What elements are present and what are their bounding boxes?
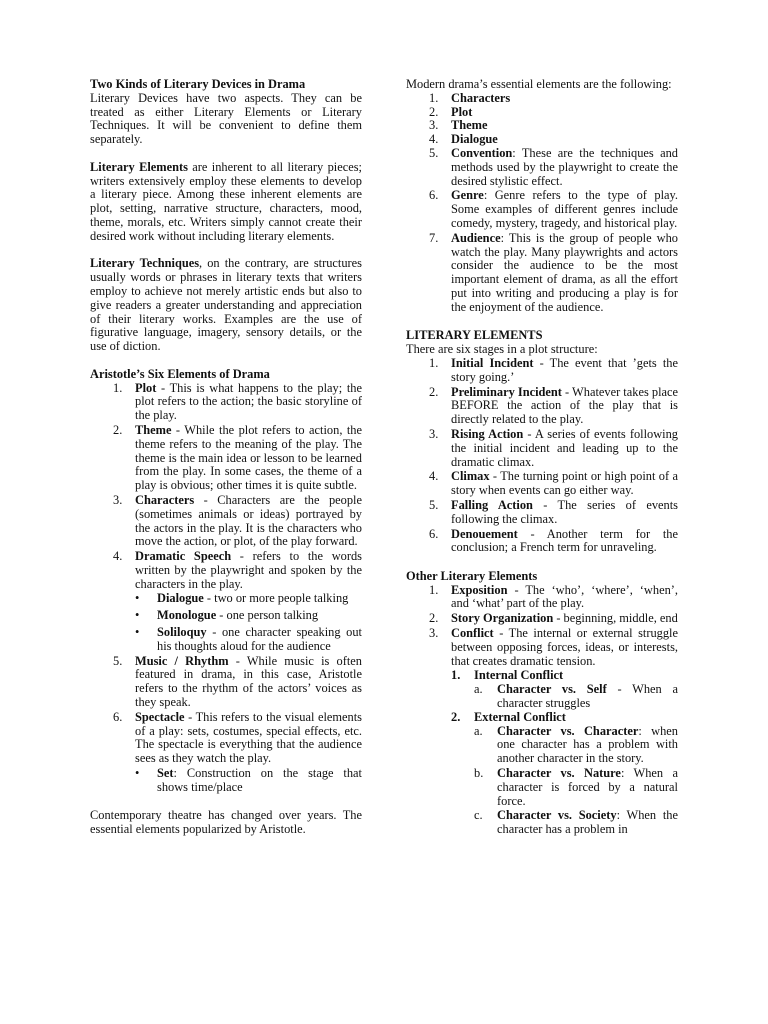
item-term: Plot (451, 104, 473, 119)
item-text: - one character speaking out his thoughts aloud for the audience (157, 625, 362, 653)
item-text: : When the character has a problem in (497, 808, 678, 837)
list-letter: c. (474, 808, 483, 823)
paragraph-text: , on the contrary, are structures usually words or phrases in literary texts that writers employ to achieve not merely artistic ends but also to give readers a greater understanding and appreciation of their literary works. Examples are the use of figurative language, imagery, sensory details, or the use of diction. (90, 256, 362, 354)
list-number: 2. (429, 611, 439, 626)
item-text: - The event that ’gets the story going.’ (451, 355, 679, 384)
list-letter: a. (474, 723, 483, 738)
list-item (406, 612, 678, 626)
closing-paragraph: Contemporary theatre has changed over years. The essential elements popularized by Aristotle. (90, 808, 362, 837)
item-text: - Another term for the conclusion; a French term for unraveling. (451, 526, 678, 555)
bullet-item (90, 767, 362, 795)
list-number: 5. (429, 145, 439, 160)
item-text: - This refers to the visual elements of a play: sets, costumes, special effects, etc. The spectacle is everything that the audience sees as they watch the play. (135, 709, 362, 766)
list-number: 6. (429, 188, 439, 203)
list-item (90, 711, 362, 766)
item-term: Initial Incident (451, 355, 534, 370)
item-text: - When a character struggles (497, 682, 679, 711)
list-item (406, 627, 678, 668)
intro-paragraph: Literary Devices have two aspects. They can be treated as either Literary Elements or Literary Techniques. It will be convenient to define them separately. (90, 90, 362, 147)
item-term: Spectacle (135, 709, 185, 724)
item-term: Character vs. Nature (497, 766, 621, 781)
literary-elements-paragraph (90, 161, 362, 244)
list-item (406, 92, 678, 106)
list-item (406, 189, 678, 230)
list-item (406, 428, 678, 469)
literary-techniques-paragraph (90, 257, 362, 354)
item-text: - Characters are the people (sometimes animals or ideas) portrayed by the actors in the play. It is the characters who move the action, or plot, of the play forward. (135, 492, 362, 549)
item-term: Internal Conflict (474, 668, 564, 683)
sub-sub-list-item (406, 809, 678, 837)
list-number: 1. (451, 668, 461, 683)
bullet-icon: • (135, 625, 140, 640)
list-number: 2. (429, 104, 439, 119)
bullet-icon: • (135, 766, 140, 781)
item-term: Dramatic Speech (135, 549, 232, 564)
list-number: 2. (429, 384, 439, 399)
item-text: : Genre refers to the type of play. Some examples of different genres include comedy, mystery, tragedy, and historical play. (451, 188, 678, 230)
item-term: Rising Action (451, 426, 524, 441)
list-number: 3. (429, 626, 439, 641)
item-term: Monologue (157, 608, 217, 623)
item-text: - The turning point or high point of a story when events can go either way. (451, 469, 678, 498)
list-number: 3. (113, 492, 123, 507)
item-term: Conflict (451, 626, 494, 641)
item-term: Dialogue (157, 591, 204, 606)
item-text: - This is what happens to the play; the plot refers to the action; the basic storyline of the play. (135, 380, 362, 423)
item-text: - While the plot refers to action, the theme refers to the meaning of the play. The theme is the main idea or lesson to be learned from the play. In some cases, the theme of a play is obvious; other times it is quite subtle. (135, 422, 362, 493)
item-term: Soliloquy (157, 625, 207, 640)
list-number: 1. (429, 90, 439, 105)
item-text: - The series of events following the climax. (451, 497, 678, 526)
sub-list-item (406, 669, 678, 683)
list-number: 5. (429, 497, 439, 512)
list-item (406, 584, 678, 612)
list-number: 2. (113, 422, 123, 437)
item-term: Set (157, 766, 174, 781)
sub-sub-list-item (406, 767, 678, 808)
list-letter: a. (474, 682, 483, 697)
list-item (406, 232, 678, 315)
item-text: : when one character has a problem with another character in the story. (497, 723, 678, 766)
sub-list-item (406, 711, 678, 725)
section-title: LITERARY ELEMENTS (406, 328, 543, 343)
item-term: Exposition (451, 582, 508, 597)
list-item (406, 499, 678, 527)
item-text: - refers to the words written by the playwright and spoken by the characters in the play. (135, 549, 362, 591)
item-text: - one person talking (216, 608, 319, 623)
item-term: Character vs. Self (497, 682, 607, 697)
list-number: 3. (429, 426, 439, 441)
list-item (406, 133, 678, 147)
item-term: Denouement (451, 526, 518, 541)
item-term: Story Organization (451, 611, 554, 626)
sub-sub-list-item (406, 683, 678, 711)
item-term: Genre (451, 188, 484, 203)
section-title: Aristotle’s Six Elements of Drama (90, 366, 270, 381)
item-term: Music / Rhythm (135, 653, 229, 668)
item-term: Theme (451, 118, 488, 133)
list-number: 4. (429, 469, 439, 484)
list-number: 3. (429, 118, 439, 133)
list-number: 5. (113, 653, 123, 668)
list-item (90, 424, 362, 493)
list-item (406, 386, 678, 427)
list-item (406, 119, 678, 133)
item-term: Character vs. Character (497, 723, 639, 738)
item-term: Plot (135, 380, 157, 395)
bullet-item (90, 626, 362, 654)
item-text: - beginning, middle, end (553, 611, 678, 626)
list-number: 1. (113, 380, 123, 395)
list-letter: b. (474, 766, 484, 781)
item-text: - The internal or external struggle between opposing forces, ideas, or interests, that creates dramatic tension. (451, 626, 678, 668)
stages-intro: There are six stages in a plot structure: (406, 342, 598, 357)
item-term: Dialogue (451, 132, 498, 147)
item-term: Audience (451, 230, 501, 245)
list-number: 4. (113, 549, 123, 564)
item-text: - A series of events following the initial incident and leading up to the dramatic climax. (451, 426, 678, 469)
list-item (90, 382, 362, 423)
list-number: 7. (429, 230, 439, 245)
item-text: : These are the techniques and methods used by the playwright to create the desired stylistic effect. (451, 145, 678, 188)
list-number: 2. (451, 709, 461, 724)
item-term: Theme (135, 422, 172, 437)
list-item (90, 655, 362, 710)
item-term: Character vs. Society (497, 808, 617, 823)
bullet-icon: • (135, 608, 140, 623)
item-term: Convention (451, 145, 513, 160)
bullet-item (90, 592, 362, 606)
list-number: 6. (113, 709, 123, 724)
left-column (90, 78, 362, 837)
modern-intro: Modern drama’s essential elements are the following: (406, 77, 672, 91)
list-item (406, 357, 678, 385)
list-item (406, 106, 678, 120)
item-term: Preliminary Incident (451, 384, 562, 399)
item-term: Characters (135, 492, 195, 507)
paragraph-term: Literary Elements (90, 159, 188, 174)
bullet-icon: • (135, 591, 140, 606)
sub-sub-list-item (406, 725, 678, 766)
list-item (406, 528, 678, 556)
item-term: Climax (451, 469, 490, 484)
paragraph-text: are inherent to all literary pieces; writers extensively employ these elements to develop a literary piece. Among these inherent elements are plot, setting, narrative structure, characters, mood, theme, morals, etc. Writers simply cannot create their desired work without including literary elements. (90, 159, 362, 243)
item-text: - two or more people talking (203, 591, 349, 606)
item-text: - Whatever takes place BEFORE the action of the play that is directly related to the play. (451, 384, 679, 427)
item-text: : When a character is forced by a natural force. (497, 766, 678, 808)
bullet-item (90, 609, 362, 623)
list-item (90, 494, 362, 549)
right-column (406, 78, 678, 838)
item-text: : Construction on the stage that shows time/place (157, 766, 362, 794)
item-text: : This is the group of people who watch the play. Many playwrights and actors consider the audience to be the most important element of drama, as all the effort put into writing and producing a play is for the enjoyment of the audience. (451, 230, 678, 314)
list-item (90, 550, 362, 591)
list-number: 4. (429, 132, 439, 147)
section-title: Two Kinds of Literary Devices in Drama (90, 77, 306, 91)
list-item (406, 470, 678, 498)
section-title: Other Literary Elements (406, 568, 538, 583)
paragraph-term: Literary Techniques (90, 256, 200, 271)
item-text: - The ‘who’, ‘where’, ‘when’, and ‘what’ part of the play. (451, 582, 678, 611)
item-term: External Conflict (474, 709, 566, 724)
item-text: - While music is often featured in drama, in this case, Aristotle refers to the rhythm of the actors’ voices as they speak. (135, 653, 362, 710)
list-item (406, 147, 678, 188)
list-number: 1. (429, 582, 439, 597)
item-term: Characters (451, 90, 511, 105)
list-number: 6. (429, 526, 439, 541)
item-term: Falling Action (451, 497, 533, 512)
list-number: 1. (429, 355, 439, 370)
